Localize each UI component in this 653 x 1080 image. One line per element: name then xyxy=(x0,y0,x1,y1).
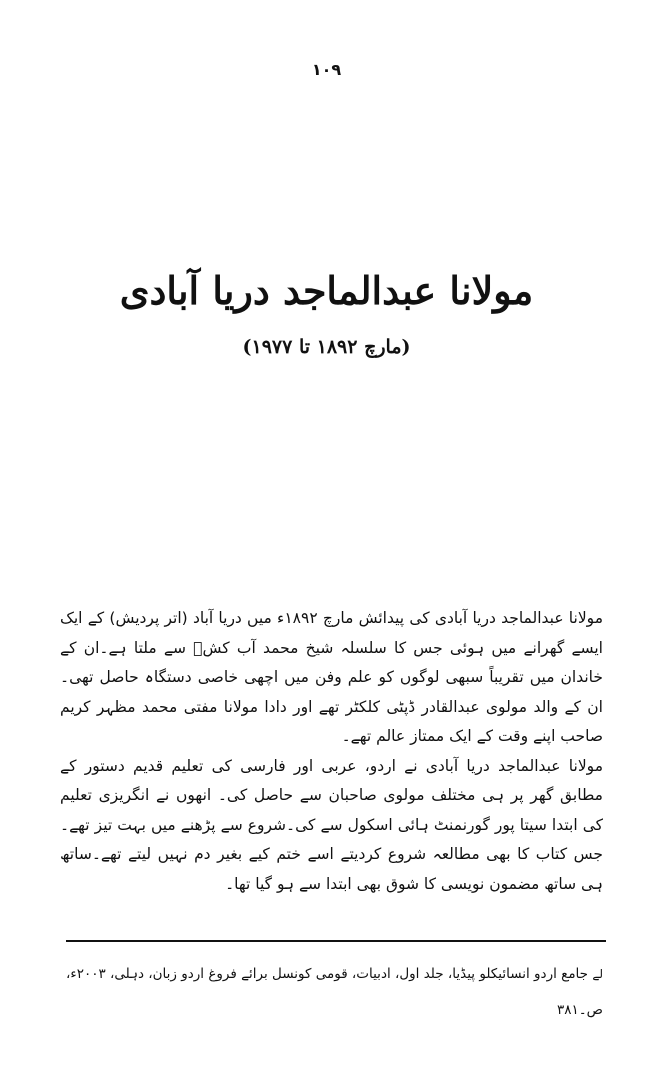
footnote xyxy=(60,956,603,1028)
paragraph-1: مولانا عبدالماجد دریا آبادی کی پیدائش مارچ ۱۸۹۲ء میں دریا آباد (اتر پردیش) کے ایک ایسے گھرانے میں ہوئی جس کا سلسلہ شیخ محمد آب کشؒ سے ملتا ہے۔ان کے خاندان میں تقریباً سبھی لوگوں کو علم وفن میں اچھی خاصی دستگاہ حاصل تھی۔ ان کے والد مولوی عبدالقادر ڈپٹی کلکٹر تھے اور دادا مولانا مفتی محمد مظہر کریم صاحب اپنے وقت کے ایک ممتاز عالم تھے۔ xyxy=(60,609,603,745)
page-subtitle: (مارچ ۱۸۹۲ تا ۱۹۷۷) xyxy=(242,336,411,358)
page-title: مولانا عبدالماجد دریا آبادی xyxy=(119,268,534,313)
footnote-divider xyxy=(66,940,606,942)
page-number: ١٠٩ xyxy=(311,60,342,79)
footnote-marker: لے xyxy=(592,967,603,981)
footnote-text: جامع اردو انسائیکلو پیڈیا، جلد اول، ادبیات، قومی کونسل برائے فروغ اردو زبان، دہلی، ۲۰۰۳ء، xyxy=(65,966,589,982)
paragraph-2: مولانا عبدالماجد دریا آبادی نے اردو، عربی اور فارسی کی تعلیم قدیم دستور کے مطابق گھر پر ہی مختلف مولوی صاحبان سے حاصل کی۔ انھوں نے انگریزی تعلیم کی ابتدا سیتا پور گورنمنٹ ہائی اسکول سے کی۔شروع سے پڑھنے میں بہت تیز تھے۔جس کتاب کا بھی مطالعہ شروع کردیتے اسے ختم کیے بغیر دم نہیں لیتے تھے۔ساتھ ہی ساتھ مضمون نویسی کا شوق بھی ابتدا سے ہو گیا تھا۔ xyxy=(60,756,603,893)
body-text xyxy=(60,604,603,899)
footnote-line-2: ص۔۳۸۱ xyxy=(557,1002,603,1018)
footnote-line-1 xyxy=(60,956,603,992)
